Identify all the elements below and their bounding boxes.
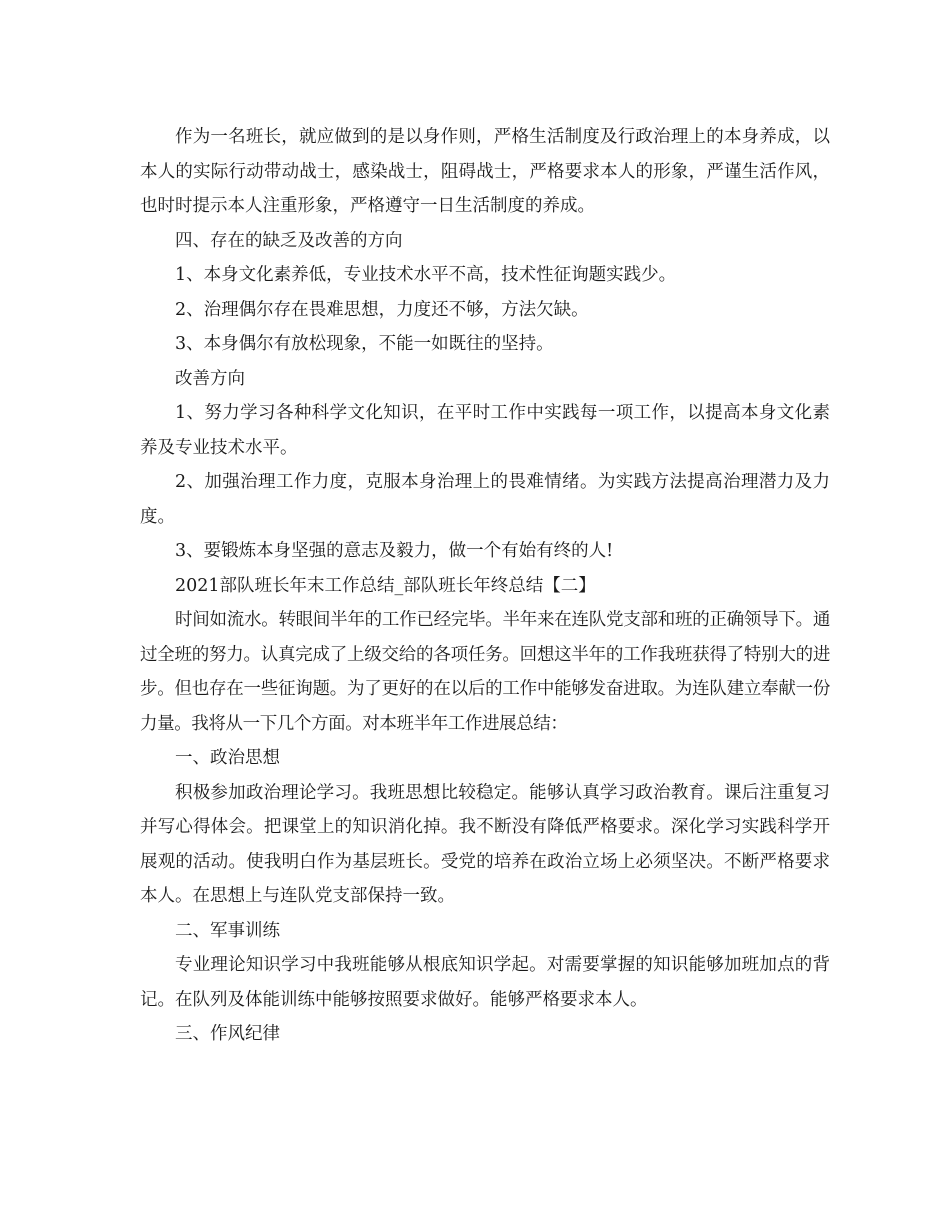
heading-shortcomings: 四、存在的缺乏及改善的方向 [175, 230, 403, 251]
paragraph-political: 积极参加政治理论学习。我班思想比较稳定。能够认真学习政治教育。课后注重复习并写心得体会。把课堂上的知识消化掉。我不断没有降低严格要求。深化学习实践科学开展观的活动。使我明白作为基层班长。受党的培养在政治立场上必须坚决。不断严格要求本人。在思想上与连队党支部保持一致。 [140, 782, 830, 906]
paragraph-leadership: 作为一名班长，就应做到的是以身作则，严格生活制度及行政治理上的本身养成，以本人的实际行动带动战士，感染战士，阻碍战士，严格要求本人的形象，严谨生活作风，也时时提示本人注重形象，严格遵守一日生活制度的养成。 [140, 127, 830, 216]
heading-discipline: 三、作风纪律 [175, 1024, 280, 1044]
list-item-improvement-3: 3、要锻炼本身坚强的意志及毅力，做一个有始有终的人! [175, 541, 614, 561]
list-item-improvement-1: 1、努力学习各种科学文化知识，在平时工作中实践每一项工作，以提高本身文化素养及专业技术水平。 [140, 403, 830, 458]
paragraph-intro: 时间如流水。转眼间半年的工作已经完毕。半年来在连队党支部和班的正确领导下。通过全班的努力。认真完成了上级交给的各项任务。回想这半年的工作我班获得了特别大的进步。但也存在一些征询题。为了更好的在以后的工作中能够发奋进取。为连队建立奉献一份力量。我将从一下几个方面。对本班半年工作进展总结： [140, 610, 830, 734]
list-item-improvement-2: 2、加强治理工作力度，克服本身治理上的畏难情绪。为实践方法提高治理潜力及力度。 [140, 472, 830, 527]
list-item-shortcoming-3: 3、本身偶尔有放松现象，不能一如既往的坚持。 [175, 334, 554, 354]
paragraph-military: 专业理论知识学习中我班能够从根底知识学起。对需要掌握的知识能够加班加点的背记。在队列及体能训练中能够按照要求做好。能够严格要求本人。 [140, 955, 830, 1010]
heading-military: 二、军事训练 [175, 920, 280, 941]
heading-improvement: 改善方向 [175, 368, 245, 389]
section-title-part-two: 2021部队班长年末工作总结_部队班长年终总结【二】 [175, 575, 596, 596]
heading-political: 一、政治思想 [175, 748, 280, 768]
list-item-shortcoming-2: 2、治理偶尔存在畏难思想，力度还不够，方法欠缺。 [175, 299, 589, 320]
list-item-shortcoming-1: 1、本身文化素养低，专业技术水平不高，技术性征询题实践少。 [175, 265, 677, 285]
document-page [140, 120, 830, 1052]
